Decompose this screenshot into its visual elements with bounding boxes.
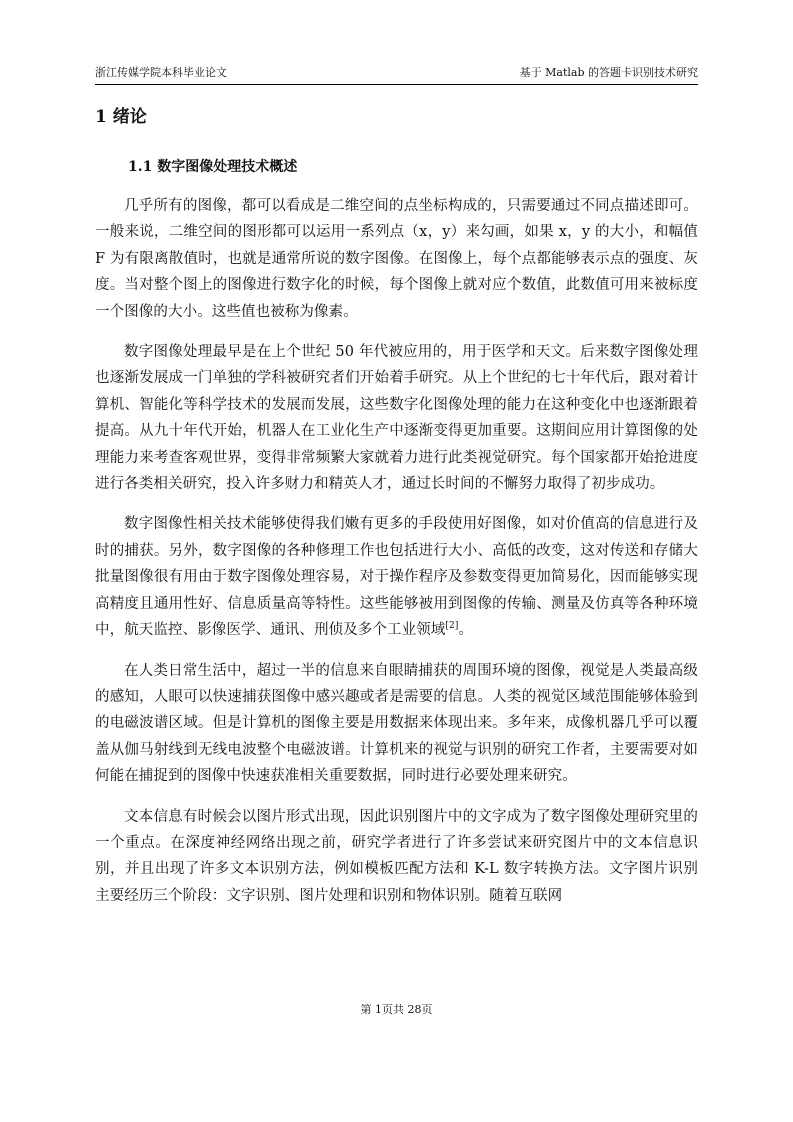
citation-reference: [2] [445, 621, 459, 632]
paragraph-text: 文本信息有时候会以图片形式出现，因此识别图片中的文字成为了数字图像处理研究里的一个重点。在深度神经网络出现之前，研究学者进行了许多尝试来研究图片中的文本信息识别，并且出现了许多文本识别方法，例如模板匹配方法和 K-L 数字转换方法。文字图片识别主要经历三个阶段：文字识别、图片处理和识别和物体识别。随着互联网 [95, 808, 698, 904]
paragraph [95, 658, 698, 790]
header-thesis-title: 基于 Matlab 的答题卡识别技术研究 [519, 66, 698, 79]
section-title: 1.1 数字图像处理技术概述 [128, 159, 298, 175]
paragraph [95, 511, 698, 643]
paragraph-text: 几乎所有的图像，都可以看成是二维空间的点坐标构成的，只需要通过不同点描述即可。一般来说，二维空间的图形都可以运用一系列点（x，y）来勾画，如果 x，y 的大小，和幅值 F 为有限离散值时，也就是通常所说的数字图像。在图像上，每个点都能够表示点的强度、灰度。当对整个图上的图像进行数字化的时候，每个图像上就对应个数值，此数值可用来被标度一个图像的大小。这些值也被称为像素。 [95, 198, 698, 320]
paragraph [95, 804, 698, 910]
page-number-footer: 第 1页共 28页 [360, 1003, 433, 1016]
paragraph [95, 193, 698, 325]
paragraph-text: 数字图像处理最早是在上个世纪 50 年代被应用的，用于医学和天文。后来数字图像处理也逐渐发展成一门单独的学科被研究者们开始着手研究。从上个世纪的七十年代后，跟对着计算机、智能化等科学技术的发展而发展，这些数字化图像处理的能力在这种变化中也逐渐跟着提高。从九十年代开始，机器人在工业化生产中逐渐变得更加重要。这期间应用计算图像的处理能力来考查客观世界，变得非常频繁大家就着力进行此类视觉研究。每个国家都开始抢进度进行各类相关研究，投入许多财力和精英人才，通过长时间的不懈努力取得了初步成功。 [95, 344, 698, 493]
paragraph-tail: 。 [458, 622, 474, 639]
paragraph-text: 数字图像性相关技术能够使得我们嫩有更多的手段使用好图像，如对价值高的信息进行及时的捕获。另外，数字图像的各种修理工作也包括进行大小、高低的改变，这对传送和存储大批量图像很有用由于数字图像处理容易，对于操作程序及参数变得更加简易化，因而能够实现高精度且通用性好、信息质量高等特性。这些能够被用到图像的传输、测量及仿真等各种环境中，航天监控、影像医学、通讯、刑侦及多个工业领域 [95, 516, 698, 639]
paragraph-text: 在人类日常生活中，超过一半的信息来自眼睛捕获的周围环境的图像，视觉是人类最高级的感知，人眼可以快速捕获图像中感兴趣或者是需要的信息。人类的视觉区域范围能够体验到的电磁波谱区域。但是计算机的图像主要是用数据来体现出来。多年来，成像机器几乎可以覆盖从伽马射线到无线电波整个电磁波谱。计算机来的视觉与识别的研究工作者，主要需要对如何能在捕捉到的图像中快速获准相关重要数据，同时进行必要处理来研究。 [95, 662, 698, 785]
paragraph [95, 339, 698, 497]
header-school-name: 浙江传媒学院本科毕业论文 [95, 66, 227, 79]
chapter-title: 1 绪论 [95, 107, 147, 127]
body-text [95, 193, 698, 923]
page-header [95, 66, 698, 85]
